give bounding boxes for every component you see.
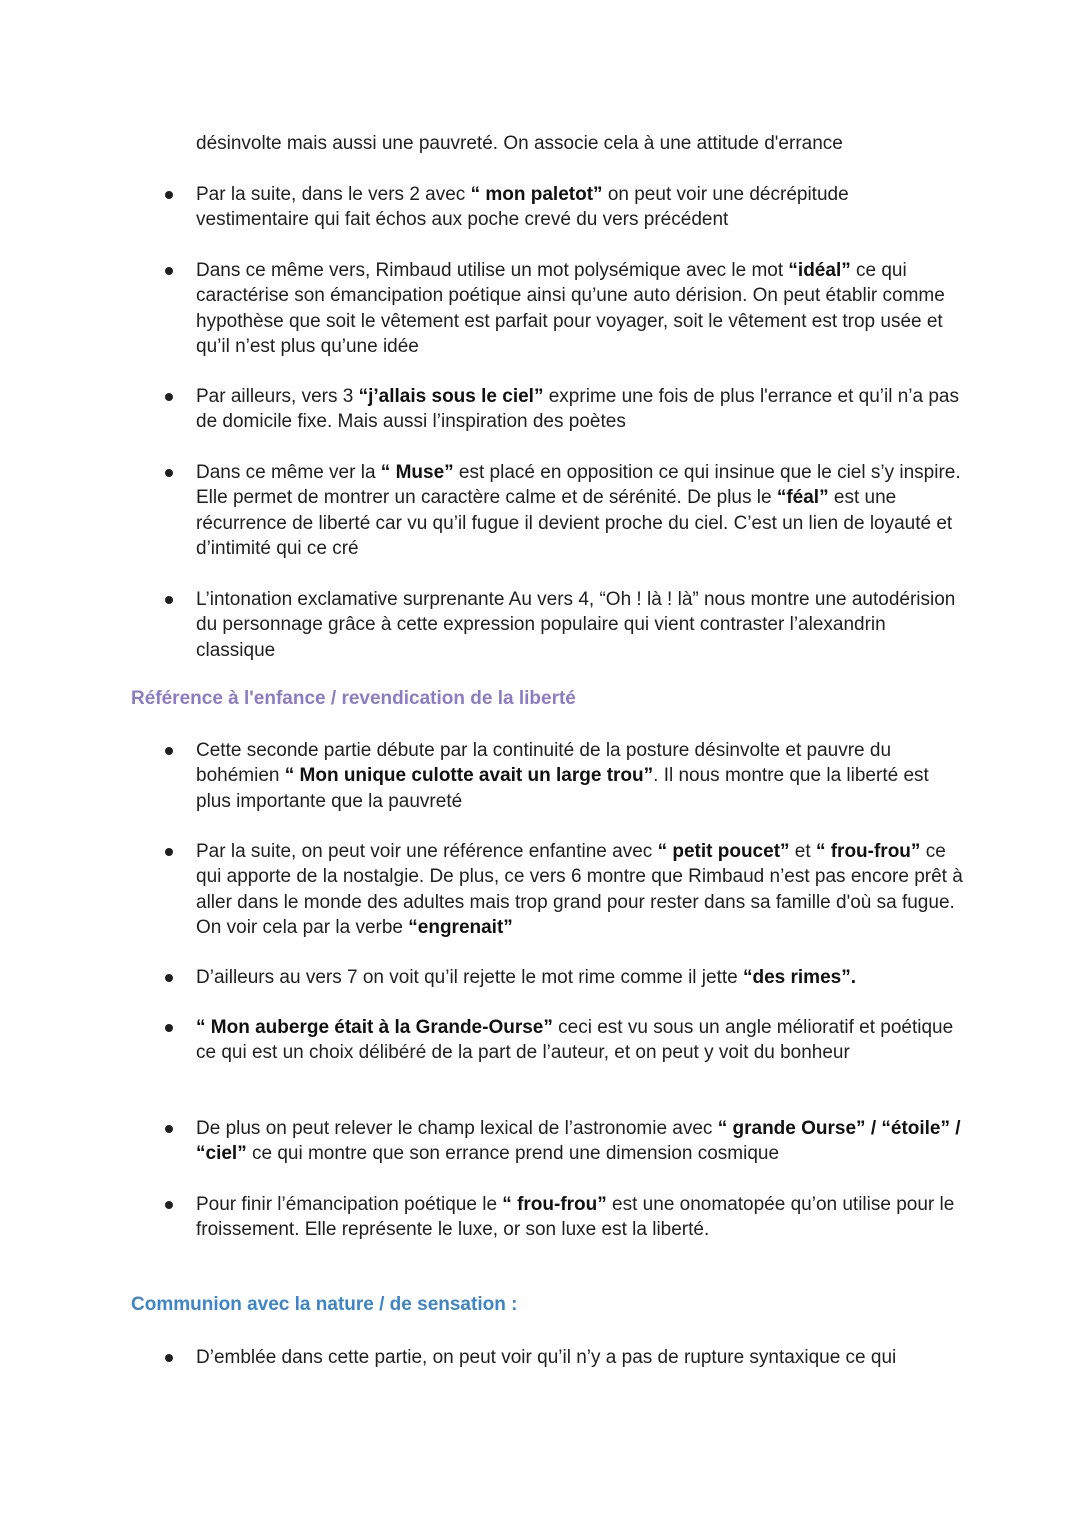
bullet-icon: [165, 267, 173, 275]
list-item-text: De plus on peut relever le champ lexical de l’astronomie avec “ grande Ourse” / “étoile” / “ciel” ce qui montre que son errance prend une dimension cosmique: [196, 1118, 961, 1165]
section-heading: Communion avec la nature / de sensation :: [131, 1294, 518, 1315]
bullet-icon: [165, 191, 173, 199]
section-heading: Référence à l'enfance / revendication de la liberté: [131, 688, 576, 709]
bullet-icon: [165, 848, 173, 856]
bullet-icon: [165, 1024, 173, 1032]
list-item-text: Pour finir l’émancipation poétique le “ frou-frou” est une onomatopée qu’on utilise pour le froissement. Elle représente le luxe, or son luxe est la liberté.: [196, 1194, 955, 1241]
bullet-icon: [165, 974, 173, 982]
list-item-text: Par ailleurs, vers 3 “j’allais sous le ciel” exprime une fois de plus l'errance et qu’il n’a pas de domicile fixe. Mais aussi l’inspiration des poètes: [196, 386, 959, 433]
bullet-icon: [165, 747, 173, 755]
list-item-text: Dans ce même vers, Rimbaud utilise un mot polysémique avec le mot “idéal” ce qui caractérise son émancipation poétique ainsi qu’une auto dérision. On peut établir comme hypothèse que soit le vêtement est parfait pour voyager, soit le vêtement est trop usée et qu’il n’est plus qu’une idée: [196, 260, 945, 357]
list-item-text: Dans ce même ver la “ Muse” est placé en opposition ce qui insinue que le ciel s’y inspire. Elle permet de montrer un caractère calme et de sérénité. De plus le “féal” est une récurrence de liberté car vu qu’il fugue il devient proche du ciel. C’est un lien de loyauté et d’intimité qui ce cré: [196, 462, 961, 559]
bullet-icon: [165, 469, 173, 477]
list-item-text: Cette seconde partie débute par la continuité de la posture désinvolte et pauvre du bohémien “ Mon unique culotte avait un large trou”. Il nous montre que la liberté est plus importante que la pauvreté: [196, 740, 929, 812]
list-item-text: “ Mon auberge était à la Grande-Ourse” ceci est vu sous un angle mélioratif et poétique ce qui est un choix délibéré de la part de l’auteur, et on peut y voit du bonheur: [196, 1017, 954, 1064]
bullet-icon: [165, 393, 173, 401]
list-item-text: D’emblée dans cette partie, on peut voir qu’il n’y a pas de rupture syntaxique ce qui: [196, 1347, 897, 1368]
list-item-text: L’intonation exclamative surprenante Au vers 4, “Oh ! là ! là” nous montre une autodérision du personnage grâce à cette expression populaire qui vient contraster l’alexandrin classique: [196, 589, 956, 661]
list-item-text: D’ailleurs au vers 7 on voit qu’il rejette le mot rime comme il jette “des rimes”.: [196, 967, 856, 988]
list-item-text: Par la suite, on peut voir une référence enfantine avec “ petit poucet” et “ frou-frou” ce qui apporte de la nostalgie. De plus, ce vers 6 montre que Rimbaud n’est pas encore prêt à aller dans le monde des adultes mais trop grand pour rester dans sa famille d'où sa fugue. On voir cela par la verbe “engrenait”: [196, 841, 963, 938]
bullet-icon: [165, 1125, 173, 1133]
intro-line: désinvolte mais aussi une pauvreté. On associe cela à une attitude d'errance: [196, 133, 843, 154]
bullet-icon: [165, 1354, 173, 1362]
bullet-icon: [165, 596, 173, 604]
list-item-text: Par la suite, dans le vers 2 avec “ mon paletot” on peut voir une décrépitude vestimentaire qui fait échos aux poche crevé du vers précédent: [196, 184, 849, 231]
bullet-icon: [165, 1201, 173, 1209]
